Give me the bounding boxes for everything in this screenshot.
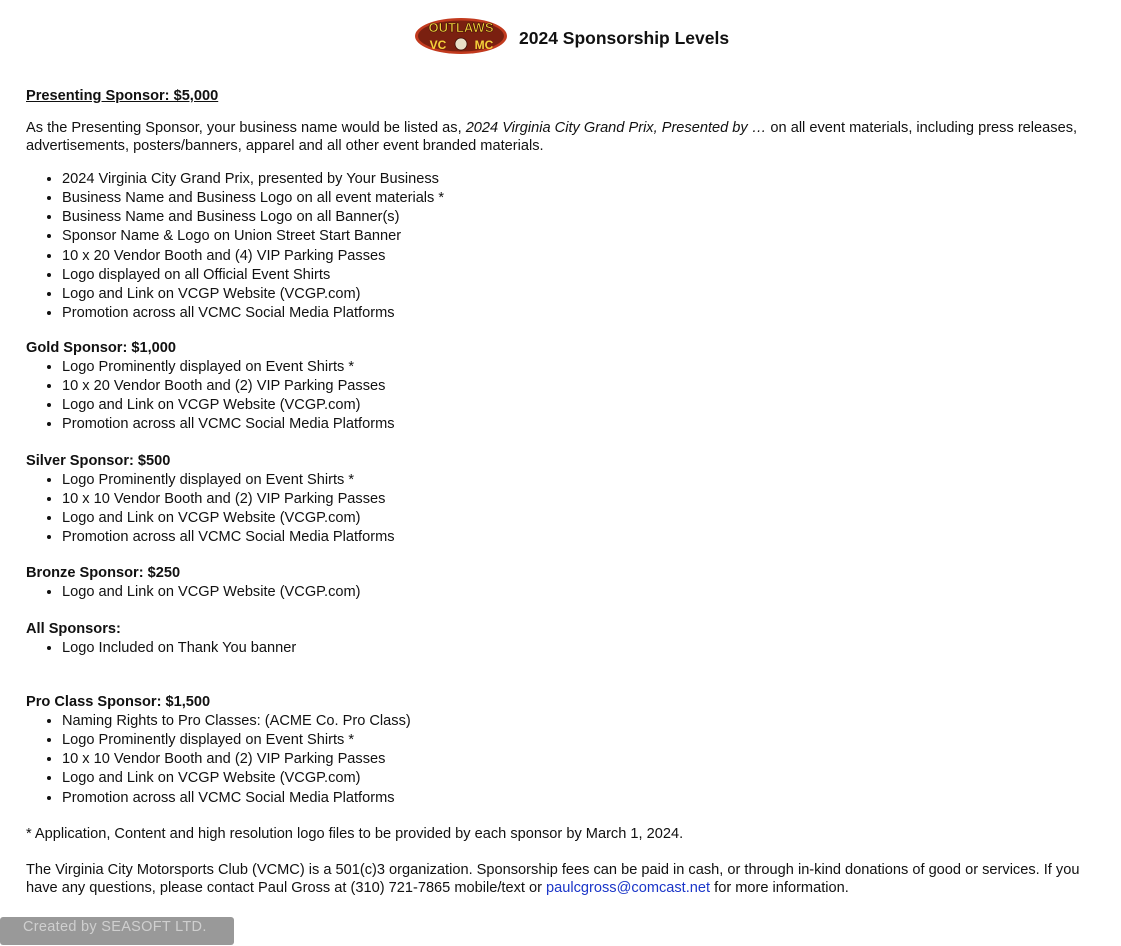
intro-text-italic: 2024 Virginia City Grand Prix, Presented by …	[465, 120, 767, 136]
intro-text-before: As the Presenting Sponsor, your business name would be listed as,	[26, 120, 466, 136]
silver-sponsor-list	[26, 471, 1111, 548]
list-item: • Business Name and Business Logo on all event materials *	[62, 189, 1111, 208]
footnote: * Application, Content and high resolution logo files to be provided by each sponsor by March 1, 2024.	[26, 826, 684, 842]
bronze-sponsor-section	[26, 564, 1111, 602]
logo-text-left: VC	[429, 37, 447, 52]
list-item: • 10 x 10 Vendor Booth and (2) VIP Parking Passes	[62, 490, 1111, 509]
list-item: • Logo and Link on VCGP Website (VCGP.com)	[62, 769, 1111, 788]
presenting-sponsor-section	[26, 87, 1111, 323]
intro-text-after: on all event materials, including press releases, advertisements, posters/banners, apparel and all other event branded materials.	[26, 120, 1078, 154]
list-item: • Logo Included on Thank You banner	[62, 639, 1111, 658]
presenting-sponsor-intro	[26, 119, 1111, 155]
gold-sponsor-heading: Gold Sponsor: $1,000	[26, 340, 177, 356]
bronze-sponsor-list	[26, 583, 1111, 602]
contact-email-link[interactable]: paulcgross@comcast.net	[546, 880, 711, 896]
list-item: • Logo displayed on all Official Event Shirts	[62, 266, 1111, 285]
list-item: • Promotion across all VCMC Social Media Platforms	[62, 789, 1111, 808]
list-item: • Logo Prominently displayed on Event Shirts *	[62, 731, 1111, 750]
all-sponsors-heading: All Sponsors:	[26, 621, 121, 637]
gold-sponsor-section	[26, 339, 1111, 435]
gold-sponsor-list	[26, 358, 1111, 435]
pro-class-sponsor-heading: Pro Class Sponsor: $1,500	[26, 694, 211, 710]
list-item: • 10 x 10 Vendor Booth and (2) VIP Parking Passes	[62, 750, 1111, 769]
list-item: • Naming Rights to Pro Classes: (ACME Co. Pro Class)	[62, 712, 1111, 731]
closing-paragraph	[26, 861, 1111, 897]
bronze-sponsor-heading: Bronze Sponsor: $250	[26, 565, 181, 581]
list-item: • 10 x 20 Vendor Booth and (4) VIP Parking Passes	[62, 247, 1111, 266]
presenting-sponsor-list	[26, 170, 1111, 323]
list-item: • Business Name and Business Logo on all Banner(s)	[62, 208, 1111, 227]
list-item: • 2024 Virginia City Grand Prix, presented by Your Business	[62, 170, 1111, 189]
pro-class-sponsor-list	[26, 712, 1111, 808]
list-item: • Logo and Link on VCGP Website (VCGP.com)	[62, 285, 1111, 304]
closing-text-before: The Virginia City Motorsports Club (VCMC) is a 501(c)3 organization. Sponsorship fees can be paid in cash, or through in-kind donations of good or services. If you have any questions, please contact Paul Gross at (310) 721-7865 mobile/text or	[26, 862, 1080, 896]
silver-sponsor-heading: Silver Sponsor: $500	[26, 453, 171, 469]
page-title: 2024 Sponsorship Levels	[519, 28, 730, 48]
silver-sponsor-section	[26, 452, 1111, 548]
list-item: • Logo Prominently displayed on Event Shirts *	[62, 358, 1111, 377]
logo-text-right: MC	[474, 37, 494, 52]
all-sponsors-section	[26, 620, 1111, 658]
list-item: • Sponsor Name & Logo on Union Street Start Banner	[62, 227, 1111, 246]
list-item: • Logo and Link on VCGP Website (VCGP.com)	[62, 396, 1111, 415]
list-item: • Logo and Link on VCGP Website (VCGP.com)	[62, 509, 1111, 528]
list-item: • Promotion across all VCMC Social Media Platforms	[62, 304, 1111, 323]
list-item: • Promotion across all VCMC Social Media Platforms	[62, 415, 1111, 434]
closing-text-after: for more information.	[710, 880, 849, 896]
outlaws-vcmc-logo	[414, 16, 509, 56]
list-item: • Logo Prominently displayed on Event Shirts *	[62, 471, 1111, 490]
list-item: • Promotion across all VCMC Social Media Platforms	[62, 528, 1111, 547]
document-header	[414, 13, 774, 58]
logo-text-top: OUTLAWS	[428, 19, 494, 35]
list-item: • Logo and Link on VCGP Website (VCGP.com)	[62, 583, 1111, 602]
all-sponsors-list	[26, 639, 1111, 658]
pro-class-sponsor-section	[26, 693, 1111, 808]
list-item: • 10 x 20 Vendor Booth and (2) VIP Parking Passes	[62, 377, 1111, 396]
presenting-sponsor-heading: Presenting Sponsor: $5,000	[26, 88, 219, 104]
created-by-banner: Created by SEASOFT LTD.	[0, 917, 234, 945]
